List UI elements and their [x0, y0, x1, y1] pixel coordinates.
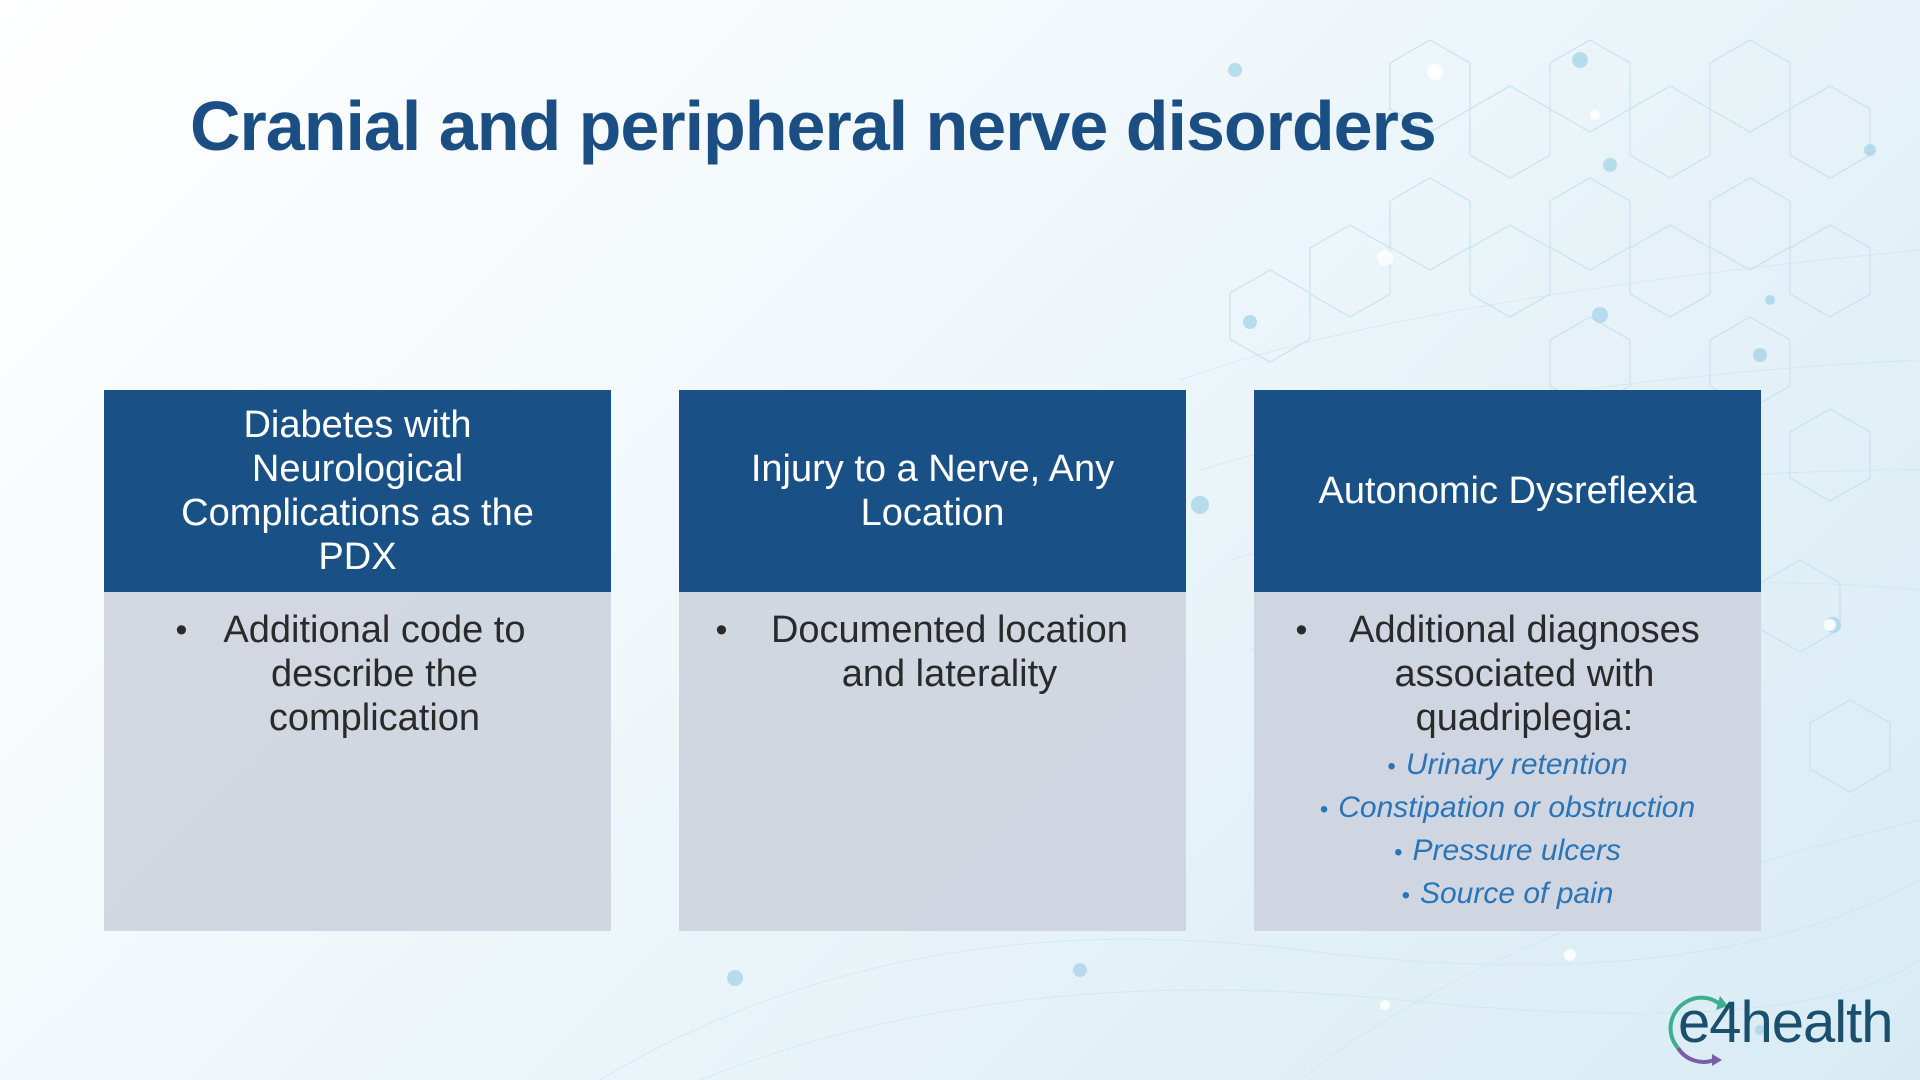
slide-title: Cranial and peripheral nerve disorders: [190, 87, 1436, 165]
bullet-icon: •: [175, 611, 188, 649]
bullet-item: [1254, 608, 1761, 740]
bullet-text: Additional diagnoses associated with quadriplegia:: [1349, 609, 1700, 739]
card-autonomic-dysreflexia: [1254, 390, 1761, 931]
subbullet-item: [1254, 830, 1761, 873]
logo-text: e4health: [1678, 990, 1893, 1055]
bullet-icon: •: [1387, 753, 1396, 780]
bullet-icon: •: [1295, 611, 1308, 649]
subbullet-item: [1254, 873, 1761, 916]
bullet-text: Documented location and laterality: [770, 609, 1128, 695]
card-header: Diabetes with Neurological Complications as the PDX: [104, 390, 611, 592]
subbullet-item: [1254, 744, 1761, 787]
card-body: [679, 592, 1186, 931]
subbullet-text: Urinary retention: [1405, 748, 1628, 781]
subbullet-list: [1254, 744, 1761, 916]
card-diabetes: [104, 390, 611, 931]
company-logo: [1668, 988, 1898, 1068]
subbullet-text: Constipation or obstruction: [1338, 791, 1696, 824]
bullet-icon: •: [1401, 882, 1410, 909]
card-nerve-injury: [679, 390, 1186, 931]
bullet-item: [679, 608, 1186, 696]
bullet-icon: •: [1394, 839, 1403, 866]
bullet-icon: •: [1319, 796, 1329, 823]
subbullet-text: Source of pain: [1419, 877, 1614, 910]
subbullet-item: [1254, 787, 1761, 830]
card-body: [1254, 592, 1761, 931]
bullet-icon: •: [715, 611, 728, 649]
card-header: Autonomic Dysreflexia: [1254, 390, 1761, 592]
card-header: Injury to a Nerve, Any Location: [679, 390, 1186, 592]
subbullet-text: Pressure ulcers: [1412, 834, 1621, 867]
bullet-item: [104, 608, 611, 740]
card-body: [104, 592, 611, 931]
bullet-text: Additional code to describe the complication: [223, 609, 526, 739]
